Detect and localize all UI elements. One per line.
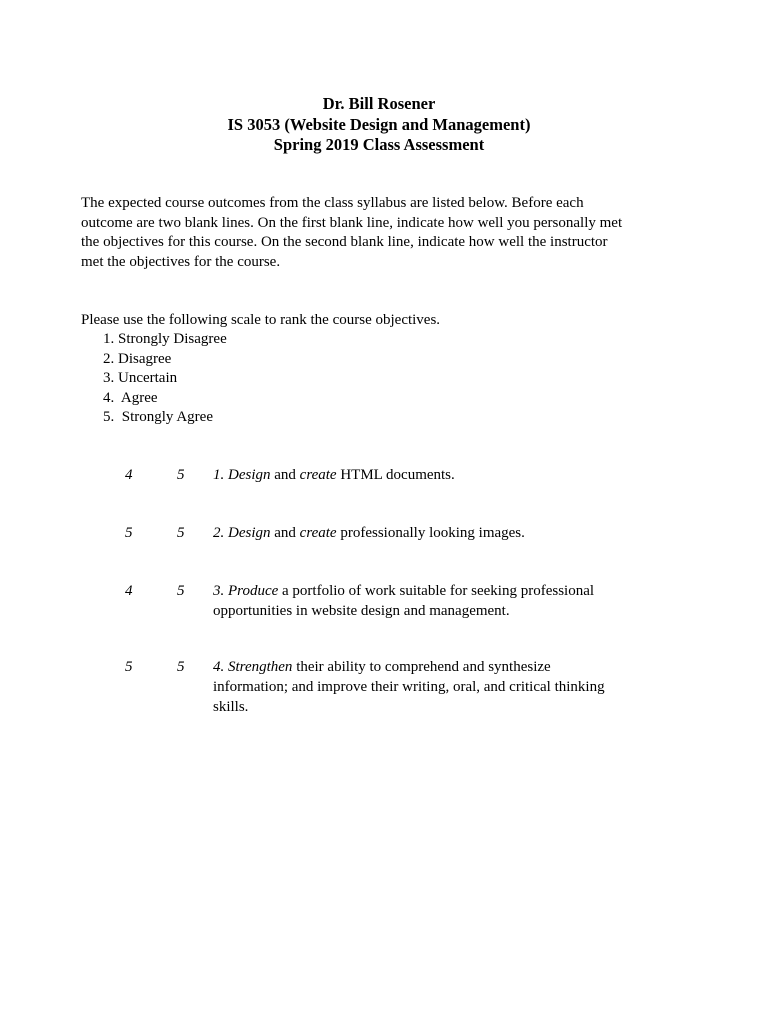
- document-header: [0, 94, 758, 156]
- course-title: IS 3053 (Website Design and Management): [227, 114, 531, 134]
- outcome-verb: 4. Strengthen: [213, 659, 293, 675]
- intro-line: met the objectives for the course.: [81, 253, 281, 270]
- outcome-continuation: skills.: [213, 699, 249, 715]
- outcome-text: 3. Produce a portfolio of work suitable for seeking professional opportunities in website design and management.: [213, 581, 683, 621]
- instructor-rating: 5: [177, 583, 185, 599]
- outcome-text: 1. Design and create HTML documents.: [213, 467, 455, 483]
- instructor-rating: 5: [177, 659, 185, 675]
- assessment-title: Spring 2019 Class Assessment: [273, 135, 485, 154]
- intro-line: the objectives for this course. On the second blank line, indicate how well the instructor: [81, 234, 608, 250]
- outcome-verb: create: [299, 467, 337, 483]
- scale-instructions: Please use the following scale to rank the course objectives.: [81, 312, 441, 328]
- scale-item: 3. Uncertain: [103, 370, 178, 386]
- self-rating: 4: [125, 583, 133, 599]
- scale-item: 4. Agree: [103, 389, 158, 406]
- rating-scale-list: [103, 330, 227, 428]
- outcome-verb: 2. Design: [213, 525, 271, 541]
- outcome-verb: create: [299, 525, 337, 541]
- outcome-continuation: opportunities in website design and management.: [213, 603, 510, 619]
- instructor-rating: 5: [177, 525, 185, 541]
- self-rating: 5: [125, 659, 133, 675]
- scale-item: 5. Strongly Agree: [103, 409, 213, 425]
- intro-line: The expected course outcomes from the class syllabus are listed below. Before each: [81, 195, 584, 211]
- outcome-verb: 3. Produce: [213, 583, 279, 599]
- self-rating: 4: [125, 467, 133, 483]
- outcome-text: 4. Strengthen their ability to comprehend and synthesize information; and improve their writing, oral, and critical thinking skills.: [213, 657, 683, 717]
- outcome-continuation: information; and improve their writing, oral, and critical thinking: [213, 679, 605, 695]
- instructor-name: Dr. Bill Rosener: [322, 94, 436, 113]
- intro-line: outcome are two blank lines. On the first blank line, indicate how well you personally met: [81, 214, 623, 231]
- intro-paragraph: [81, 194, 681, 272]
- self-rating: 5: [125, 525, 133, 541]
- scale-item: 2. Disagree: [103, 350, 172, 367]
- outcome-verb: 1. Design: [213, 467, 271, 483]
- outcome-text: 2. Design and create professionally looking images.: [213, 525, 525, 541]
- instructor-rating: 5: [177, 467, 185, 483]
- scale-item: 1. Strongly Disagree: [103, 331, 227, 347]
